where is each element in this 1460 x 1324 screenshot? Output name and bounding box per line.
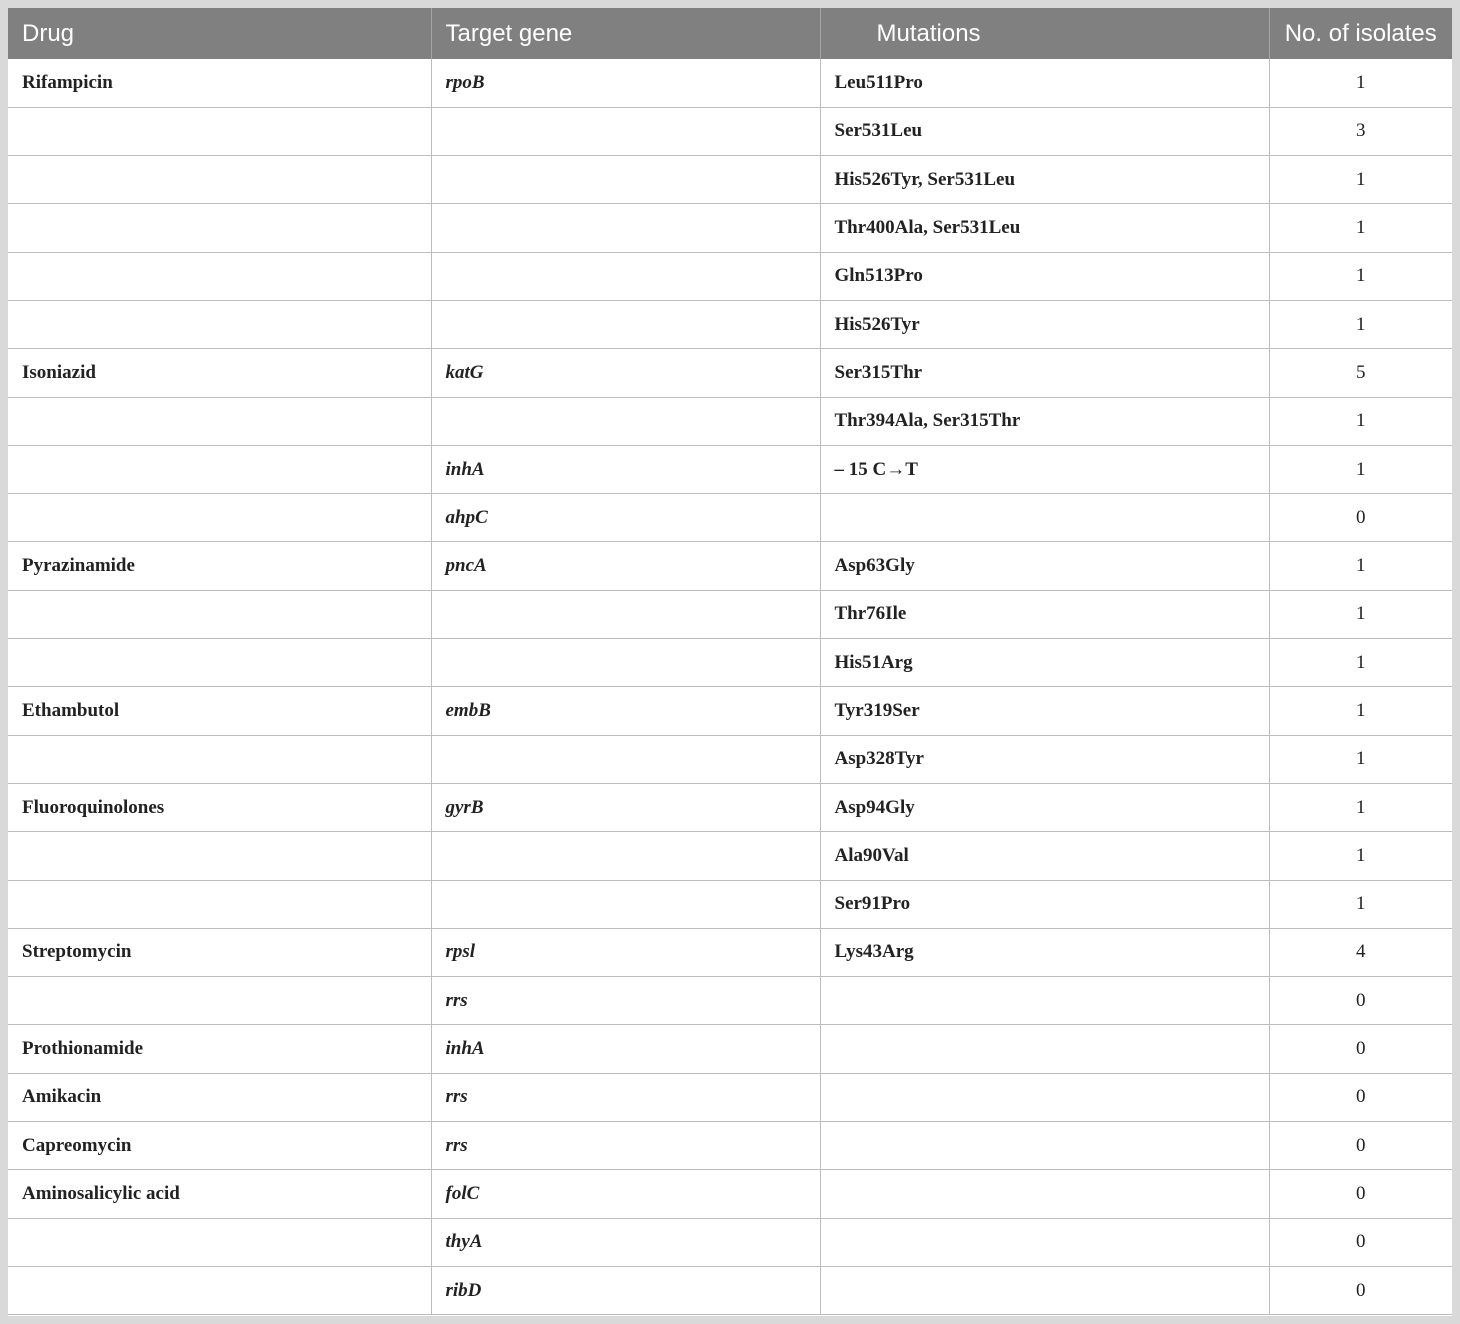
mutation-cell [820, 494, 1269, 542]
mutation-cell: Ser531Leu [820, 107, 1269, 155]
target-gene-cell: ahpC [431, 494, 820, 542]
table-row [8, 639, 1452, 687]
header-isolates: No. of isolates [1269, 8, 1452, 59]
drug-cell [8, 445, 431, 493]
isolate-count-cell: 1 [1269, 59, 1452, 107]
table-row [8, 300, 1452, 348]
drug-cell: Amikacin [8, 1073, 431, 1121]
target-gene-cell: embB [431, 687, 820, 735]
target-gene-cell: folC [431, 1170, 820, 1218]
mutation-cell: Leu511Pro [820, 59, 1269, 107]
drug-cell: Rifampicin [8, 59, 431, 107]
table-row [8, 204, 1452, 252]
target-gene-cell: ribD [431, 1266, 820, 1314]
header-row [8, 8, 1452, 59]
drug-cell [8, 1266, 431, 1314]
drug-cell: Isoniazid [8, 349, 431, 397]
isolate-count-cell: 1 [1269, 542, 1452, 590]
table-row [8, 1218, 1452, 1266]
isolate-count-cell: 1 [1269, 204, 1452, 252]
mutation-cell [820, 1073, 1269, 1121]
drug-cell [8, 735, 431, 783]
mutation-cell: Thr400Ala, Ser531Leu [820, 204, 1269, 252]
drug-cell [8, 1218, 431, 1266]
header-target-gene: Target gene [431, 8, 820, 59]
target-gene-cell: rpsl [431, 928, 820, 976]
table-row [8, 687, 1452, 735]
isolate-count-cell: 1 [1269, 397, 1452, 445]
isolate-count-cell: 0 [1269, 1170, 1452, 1218]
table-row [8, 349, 1452, 397]
target-gene-cell: thyA [431, 1218, 820, 1266]
drug-cell: Pyrazinamide [8, 542, 431, 590]
target-gene-cell [431, 252, 820, 300]
isolate-count-cell: 1 [1269, 832, 1452, 880]
isolate-count-cell: 0 [1269, 1122, 1452, 1170]
table-row [8, 397, 1452, 445]
mutation-cell: His526Tyr, Ser531Leu [820, 156, 1269, 204]
drug-cell [8, 590, 431, 638]
table-row [8, 252, 1452, 300]
target-gene-cell: inhA [431, 1025, 820, 1073]
target-gene-cell [431, 880, 820, 928]
mutation-cell: Asp328Tyr [820, 735, 1269, 783]
table-row [8, 1073, 1452, 1121]
mutation-cell: His51Arg [820, 639, 1269, 687]
target-gene-cell: rrs [431, 977, 820, 1025]
table-row [8, 1025, 1452, 1073]
target-gene-cell [431, 300, 820, 348]
mutation-cell [820, 1218, 1269, 1266]
mutation-cell: Thr76Ile [820, 590, 1269, 638]
isolate-count-cell: 1 [1269, 687, 1452, 735]
drug-cell: Ethambutol [8, 687, 431, 735]
isolate-count-cell: 1 [1269, 156, 1452, 204]
isolate-count-cell: 0 [1269, 1073, 1452, 1121]
table-row [8, 977, 1452, 1025]
target-gene-cell [431, 107, 820, 155]
mutation-cell: Tyr319Ser [820, 687, 1269, 735]
mutation-cell: Thr394Ala, Ser315Thr [820, 397, 1269, 445]
isolate-count-cell: 1 [1269, 639, 1452, 687]
target-gene-cell: gyrB [431, 783, 820, 831]
drug-cell [8, 397, 431, 445]
target-gene-cell: inhA [431, 445, 820, 493]
mutation-cell [820, 1170, 1269, 1218]
table-row [8, 445, 1452, 493]
drug-cell: Fluoroquinolones [8, 783, 431, 831]
mutation-cell [820, 1025, 1269, 1073]
drug-cell: Streptomycin [8, 928, 431, 976]
isolate-count-cell: 0 [1269, 494, 1452, 542]
drug-cell: Aminosalicylic acid [8, 1170, 431, 1218]
isolate-count-cell: 1 [1269, 252, 1452, 300]
isolate-count-cell: 1 [1269, 735, 1452, 783]
table-row [8, 107, 1452, 155]
table-row [8, 880, 1452, 928]
table-row [8, 832, 1452, 880]
isolate-count-cell: 0 [1269, 1266, 1452, 1314]
isolate-count-cell: 3 [1269, 107, 1452, 155]
isolate-count-cell: 0 [1269, 1025, 1452, 1073]
drug-cell [8, 300, 431, 348]
drug-cell [8, 252, 431, 300]
isolate-count-cell: 0 [1269, 977, 1452, 1025]
table-row [8, 1170, 1452, 1218]
isolate-count-cell: 1 [1269, 590, 1452, 638]
isolate-count-cell: 0 [1269, 1218, 1452, 1266]
mutation-cell [820, 1266, 1269, 1314]
drug-cell [8, 494, 431, 542]
target-gene-cell: pncA [431, 542, 820, 590]
target-gene-cell: katG [431, 349, 820, 397]
table-row [8, 590, 1452, 638]
table-row [8, 783, 1452, 831]
target-gene-cell [431, 639, 820, 687]
isolate-count-cell: 1 [1269, 445, 1452, 493]
isolate-count-cell: 4 [1269, 928, 1452, 976]
mutation-cell: – 15 C→T [820, 445, 1269, 493]
table-row [8, 156, 1452, 204]
drug-cell: Capreomycin [8, 1122, 431, 1170]
table-row [8, 59, 1452, 107]
mutation-table-frame [8, 8, 1452, 1316]
header-drug: Drug [8, 8, 431, 59]
drug-cell: Prothionamide [8, 1025, 431, 1073]
table-header [8, 8, 1452, 59]
isolate-count-cell: 5 [1269, 349, 1452, 397]
drug-cell [8, 880, 431, 928]
mutation-cell: Asp63Gly [820, 542, 1269, 590]
isolate-count-cell: 1 [1269, 783, 1452, 831]
mutation-cell: His526Tyr [820, 300, 1269, 348]
target-gene-cell: rpoB [431, 59, 820, 107]
mutation-table [8, 8, 1452, 1315]
isolate-count-cell: 1 [1269, 300, 1452, 348]
table-row [8, 735, 1452, 783]
header-mutations: Mutations [820, 8, 1269, 59]
drug-cell [8, 156, 431, 204]
drug-cell [8, 832, 431, 880]
drug-cell [8, 107, 431, 155]
mutation-cell: Ala90Val [820, 832, 1269, 880]
mutation-cell: Gln513Pro [820, 252, 1269, 300]
table-body [8, 59, 1452, 1315]
table-row [8, 1122, 1452, 1170]
mutation-cell: Asp94Gly [820, 783, 1269, 831]
mutation-cell [820, 977, 1269, 1025]
mutation-cell: Ser91Pro [820, 880, 1269, 928]
target-gene-cell [431, 397, 820, 445]
target-gene-cell [431, 735, 820, 783]
target-gene-cell: rrs [431, 1122, 820, 1170]
mutation-cell: Lys43Arg [820, 928, 1269, 976]
table-row [8, 1266, 1452, 1314]
target-gene-cell [431, 590, 820, 638]
target-gene-cell [431, 832, 820, 880]
target-gene-cell [431, 204, 820, 252]
table-row [8, 928, 1452, 976]
drug-cell [8, 204, 431, 252]
mutation-cell [820, 1122, 1269, 1170]
target-gene-cell [431, 156, 820, 204]
table-row [8, 494, 1452, 542]
isolate-count-cell: 1 [1269, 880, 1452, 928]
table-row [8, 542, 1452, 590]
target-gene-cell: rrs [431, 1073, 820, 1121]
mutation-cell: Ser315Thr [820, 349, 1269, 397]
drug-cell [8, 977, 431, 1025]
drug-cell [8, 639, 431, 687]
